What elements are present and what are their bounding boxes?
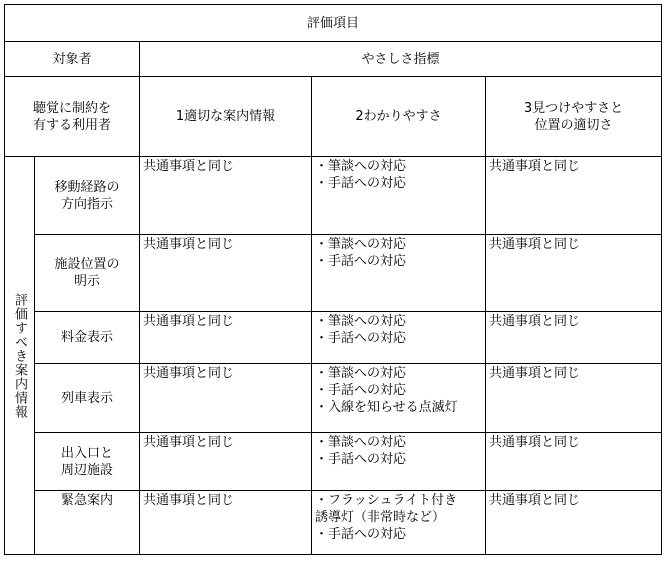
table-title: 評価項目 bbox=[5, 5, 662, 42]
col1-cell: 共通事項と同じ bbox=[140, 433, 312, 491]
list-item: ・筆談への対応 bbox=[315, 159, 407, 174]
col1-cell: 共通事項と同じ bbox=[140, 157, 312, 235]
list-item: ・筆談への対応 bbox=[315, 366, 407, 381]
column-header-3: 3見つけやすさと 位置の適切さ bbox=[486, 77, 662, 157]
col3-cell: 共通事項と同じ bbox=[486, 364, 662, 433]
row-label: 列車表示 bbox=[35, 364, 140, 433]
table-row bbox=[5, 491, 662, 555]
row-label: 緊急案内 bbox=[35, 491, 140, 555]
list-item: ・手話への対応 bbox=[315, 383, 407, 398]
col1-cell: 共通事項と同じ bbox=[140, 364, 312, 433]
table-row bbox=[5, 235, 662, 312]
list-item: ・筆談への対応 bbox=[315, 435, 407, 450]
col3-cell: 共通事項と同じ bbox=[486, 235, 662, 312]
side-label: 評価すべき案内情報 bbox=[5, 157, 35, 555]
table-row bbox=[5, 433, 662, 491]
list-item: ・入線を知らせる点滅灯 bbox=[315, 400, 458, 415]
col2-cell bbox=[312, 491, 486, 555]
list-item: ・筆談への対応 bbox=[315, 237, 407, 252]
row-label: 移動経路の 方向指示 bbox=[35, 157, 140, 235]
table-row bbox=[5, 157, 662, 235]
row-label: 料金表示 bbox=[35, 312, 140, 364]
col1-cell: 共通事項と同じ bbox=[140, 491, 312, 555]
table-row bbox=[5, 364, 662, 433]
col1-cell: 共通事項と同じ bbox=[140, 312, 312, 364]
col2-cell bbox=[312, 235, 486, 312]
list-item: ・手話への対応 bbox=[315, 527, 407, 542]
col2-cell bbox=[312, 364, 486, 433]
list-item: ・手話への対応 bbox=[315, 176, 407, 191]
col3-cell: 共通事項と同じ bbox=[486, 157, 662, 235]
col3-cell: 共通事項と同じ bbox=[486, 312, 662, 364]
col2-cell bbox=[312, 157, 486, 235]
col1-cell: 共通事項と同じ bbox=[140, 235, 312, 312]
index-label: やさしさ指標 bbox=[140, 42, 662, 77]
table-row bbox=[5, 312, 662, 364]
row-label: 施設位置の 明示 bbox=[35, 235, 140, 312]
list-item: ・手話への対応 bbox=[315, 452, 407, 467]
target-label: 対象者 bbox=[5, 42, 140, 77]
list-item: ・フラッシュライト付き 誘導灯（非常時など） bbox=[315, 493, 458, 525]
list-item: ・筆談への対応 bbox=[315, 314, 407, 329]
evaluation-table bbox=[4, 4, 662, 555]
col3-cell: 共通事項と同じ bbox=[486, 491, 662, 555]
column-header-1: 1適切な案内情報 bbox=[140, 77, 312, 157]
target-group: 聴覚に制約を 有する利用者 bbox=[5, 77, 140, 157]
list-item: ・手話への対応 bbox=[315, 254, 407, 269]
col3-cell: 共通事項と同じ bbox=[486, 433, 662, 491]
column-header-2: 2わかりやすさ bbox=[312, 77, 486, 157]
col2-cell bbox=[312, 433, 486, 491]
row-label: 出入口と 周辺施設 bbox=[35, 433, 140, 491]
list-item: ・手話への対応 bbox=[315, 331, 407, 346]
col2-cell bbox=[312, 312, 486, 364]
